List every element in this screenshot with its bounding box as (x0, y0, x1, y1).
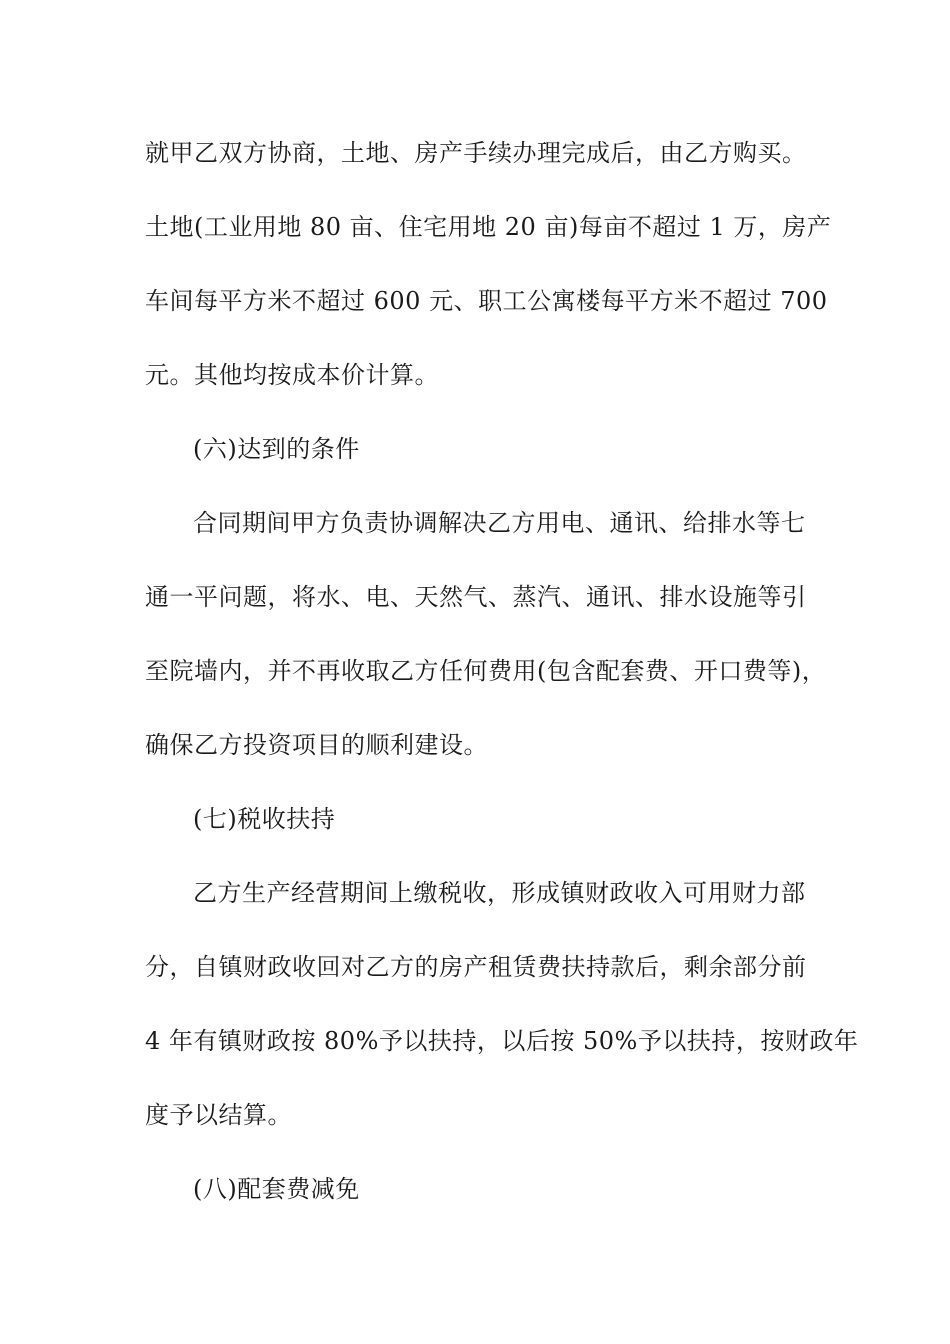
section-heading-7: (七)税收扶持 (193, 805, 336, 833)
paragraph-line: 元。其他均按成本价计算。 (145, 361, 439, 389)
section-heading-6: (六)达到的条件 (193, 435, 360, 463)
paragraph-line: 4 年有镇财政按 80%予以扶持，以后按 50%予以扶持，按财政年 (145, 1027, 859, 1055)
paragraph-line: 确保乙方投资项目的顺利建设。 (145, 731, 488, 759)
paragraph-line: 车间每平方米不超过 600 元、职工公寓楼每平方米不超过 700 (145, 287, 828, 315)
paragraph-line: 土地(工业用地 80 亩、住宅用地 20 亩)每亩不超过 1 万，房产 (145, 213, 832, 241)
section-heading-8: (八)配套费减免 (193, 1175, 360, 1203)
paragraph-line: 通一平问题，将水、电、天然气、蒸汽、通讯、排水设施等引 (145, 583, 807, 611)
paragraph-line: 至院墙内，并不再收取乙方任何费用(包含配套费、开口费等)， (145, 657, 827, 685)
paragraph-line: 合同期间甲方负责协调解决乙方用电、通讯、给排水等七 (193, 509, 806, 537)
paragraph-line: 度予以结算。 (145, 1101, 292, 1129)
paragraph-line: 乙方生产经营期间上缴税收，形成镇财政收入可用财力部 (193, 879, 806, 907)
paragraph-line: 分，自镇财政收回对乙方的房产租赁费扶持款后，剩余部分前 (145, 953, 807, 981)
paragraph-line: 就甲乙双方协商，土地、房产手续办理完成后，由乙方购买。 (145, 139, 807, 167)
